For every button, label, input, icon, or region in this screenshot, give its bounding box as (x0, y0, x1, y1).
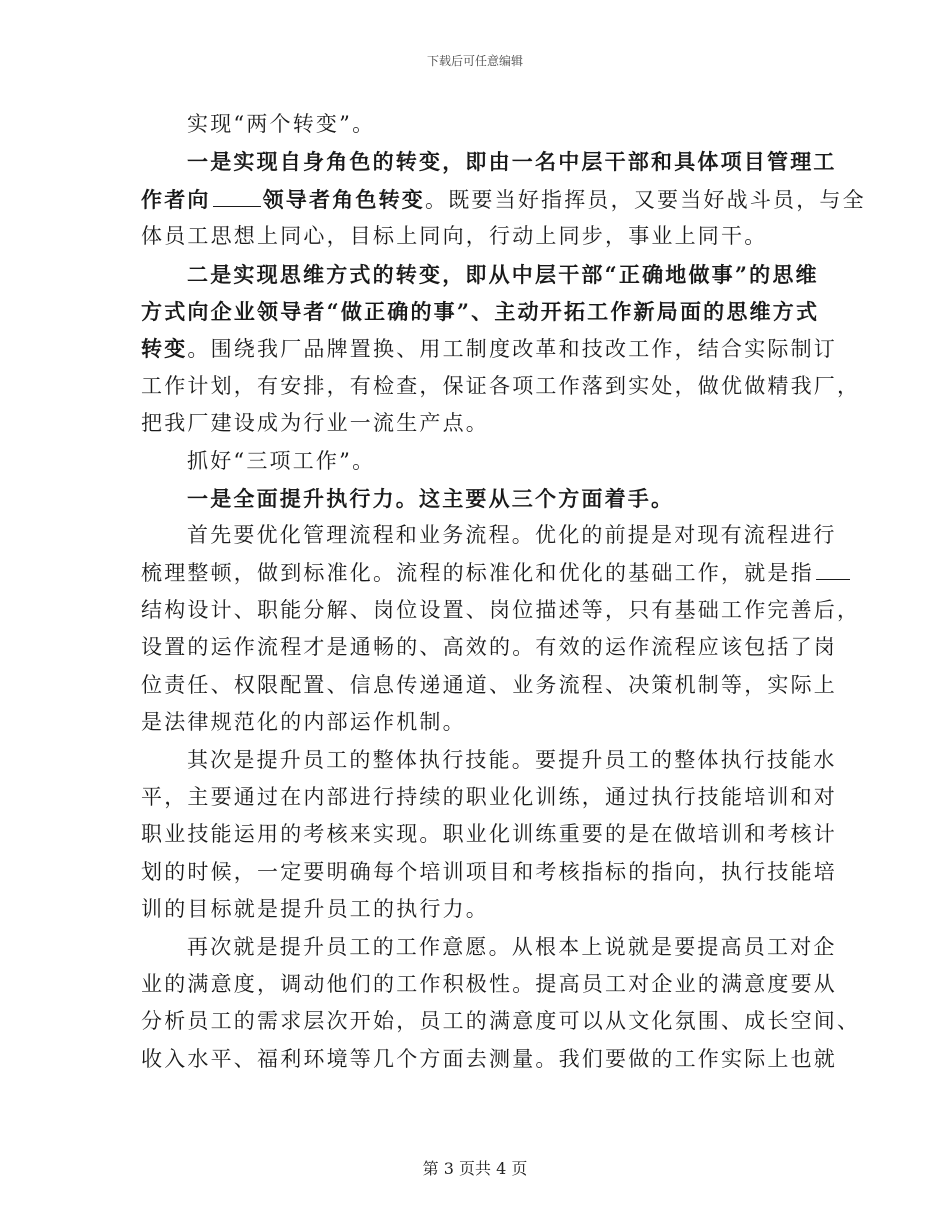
paragraph-line: 首先要优化管理流程和业务流程。优化的前提是对现有流程进行 (187, 523, 837, 548)
bold-text: 转变 (141, 336, 188, 362)
paragraph-line: 结构设计、职能分解、岗位设置、岗位描述等，只有基础工作完善后， (141, 598, 861, 623)
paragraph-line: 抓好“三项工作”。 (187, 448, 376, 473)
paragraph-line: 是法律规范化的内部运作机制。 (141, 710, 466, 735)
paragraph-line: 把我厂建设成为行业一流生产点。 (141, 411, 489, 436)
paragraph-line: 业的满意度，调动他们的工作积极性。提高员工对企业的满意度要从 (141, 971, 837, 996)
paragraph-line: 体员工思想上同心，目标上同向，行动上同步，事业上同干。 (141, 224, 768, 249)
paragraph-line: 职业技能运用的考核来实现。职业化训练重要的是在做培训和考核计 (141, 822, 837, 847)
paragraph-line: 训的目标就是提升员工的执行力。 (141, 897, 489, 922)
blank-underline (213, 184, 261, 207)
paragraph-line: 方式向企业领导者“做正确的事”、主动开拓工作新局面的思维方式 (141, 298, 820, 324)
paragraph-line: 其次是提升员工的整体执行技能。要提升员工的整体执行技能水 (187, 747, 837, 772)
plain-text: 梳理整顿，做到标准化。流程的标准化和优化的基础工作，就是指 (141, 560, 814, 585)
bold-text: 领导者角色转变 (262, 186, 426, 212)
page-footer: 第 3 页共 4 页 (422, 1159, 528, 1178)
paragraph-line (141, 181, 866, 218)
paragraph-line (141, 555, 813, 592)
paragraph-line: 位责任、权限配置、信息传递通道、业务流程、决策机制等，实际上 (141, 672, 837, 697)
bold-text: 作者向 (141, 186, 211, 212)
paragraph-line (141, 330, 838, 367)
paragraph-line: 工作计划，有安排，有检查，保证各项工作落到实处，做优做精我厂， (141, 373, 861, 398)
paragraph-line: 分析员工的需求层次开始，员工的满意度可以从文化氛围、成长空间、 (141, 1009, 861, 1034)
blank-underline (816, 557, 850, 580)
paragraph-line: 再次就是提升员工的工作意愿。从根本上说就是要提高员工对企 (187, 934, 837, 959)
paragraph-line: 划的时候，一定要明确每个培训项目和考核指标的指向，执行技能培 (141, 859, 837, 884)
paragraph-line: 平，主要通过在内部进行持续的职业化训练，通过执行技能培训和对 (141, 785, 837, 810)
document-body (141, 106, 866, 1078)
paragraph-line: 一是全面提升执行力。这主要从三个方面着手。 (187, 485, 675, 511)
plain-text: 。围绕我厂品牌置换、用工制度改革和技改工作，结合实际制订 (187, 337, 838, 362)
paragraph-line: 设置的运作流程才是通畅的、高效的。有效的运作流程应该包括了岗 (141, 635, 837, 660)
page-header: 下载后可任意编辑 (426, 54, 523, 68)
paragraph-line: 二是实现思维方式的转变，即从中层干部“正确地做事”的思维 (187, 261, 819, 287)
paragraph-line: 收入水平、福利环境等几个方面去测量。我们要做的工作实际上也就 (141, 1046, 837, 1071)
paragraph-line: 实现“两个转变”。 (187, 112, 376, 136)
paragraph-line: 一是实现自身角色的转变，即由一名中层干部和具体项目管理工 (187, 149, 837, 175)
plain-text: 。既要当好指挥员，又要当好战斗员，与全 (425, 187, 866, 212)
